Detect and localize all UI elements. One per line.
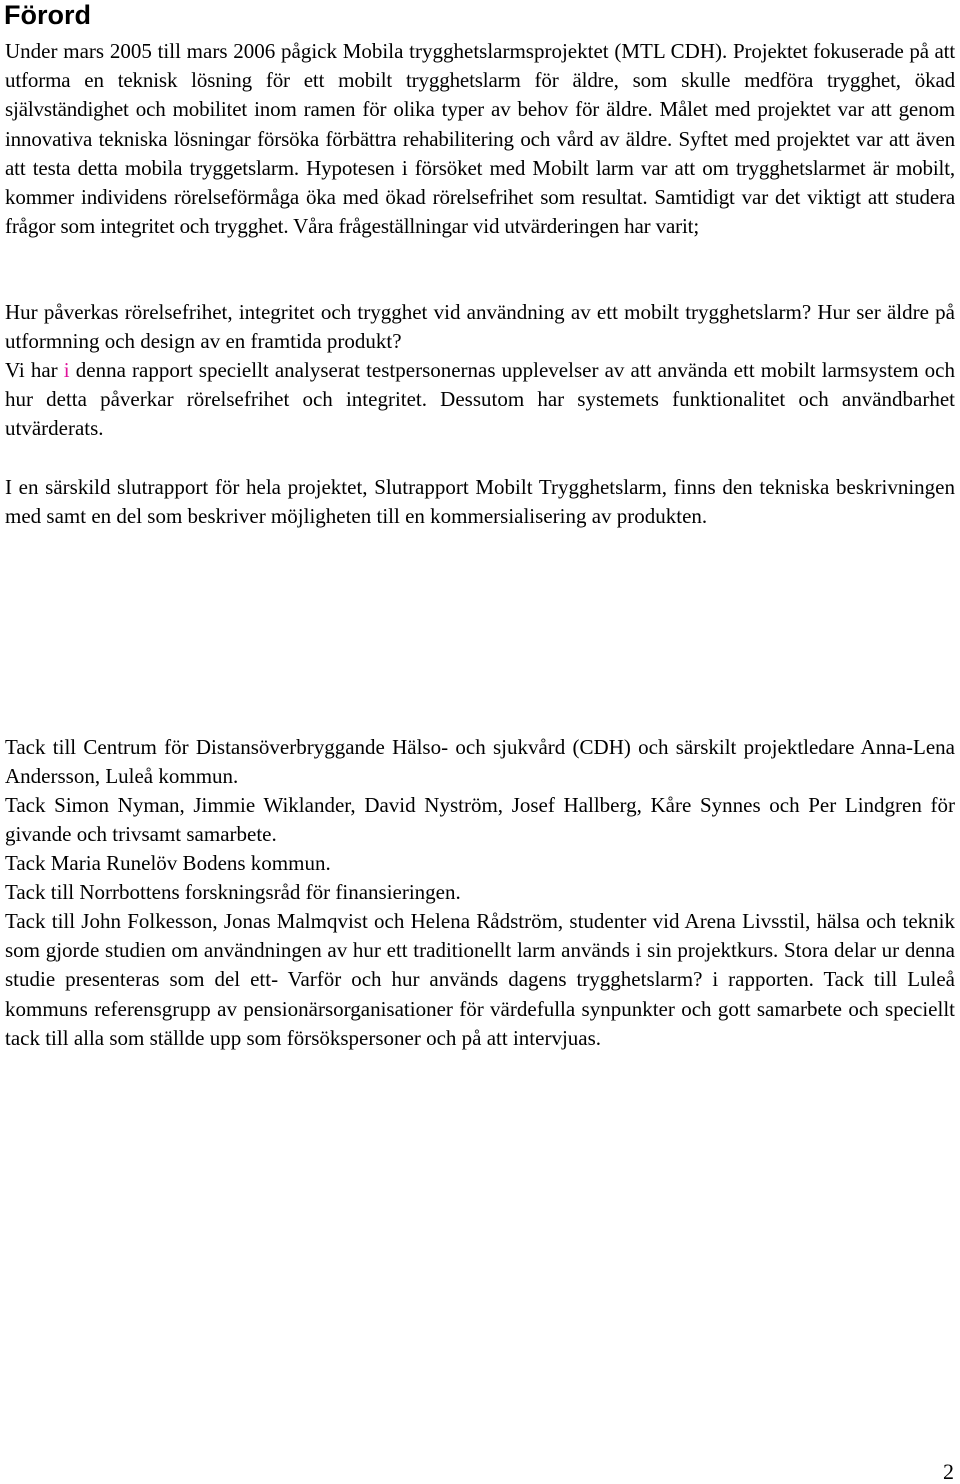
intro-paragraph (5, 37, 955, 241)
intro-first-sentence: Under mars 2005 till mars 2006 pågick Mobila trygghetslarmsprojektet (MTL CDH). (5, 39, 734, 63)
thanks-funding: Tack till Norrbottens forskningsråd för finansieringen. (5, 880, 461, 904)
thanks-students: Tack till John Folkesson, Jonas Malmqvist och Helena Rådström, studenter vid Arena Livsstil, hälsa och teknik som gjorde studien om användningen av hur ett traditionellt larm används i sin projektkurs. Stora delar ur denna studie presenteras som del ett- Varför och hur används dagens trygghetslarm? i rapporten. Tack till Luleå kommuns referensgrupp av pensionärsorganisationer för värdefulla synpunkter och gott samarbete och speciellt tack till alla som ställde upp som försökspersoner och på att intervjuas. (5, 909, 955, 1050)
highlighted-word: i (63, 358, 70, 382)
report-focus-start: Vi har (5, 358, 64, 382)
intro-project-description: Projektet fokuserade på att utforma en teknisk lösning för ett mobilt trygghetslarm för äldre, som skulle medföra trygghet, ökad självständighet och mobilitet inom ramen för olika typer av behov för äldre. Målet med projektet var att genom innovativa tekniska lösningar försöka förbättra rehabilitering och vård av äldre. Syftet med projektet var att även att testa detta mobila tryggetslarm. Hypotesen i försöket med Mobilt larm var att om trygghetslarmet är mobilt, kommer individens rörelseförmåga öka med ökad rörelsefrihet som resultat. Samtidigt var det viktigt att studera frågor som integritet och trygghet. Våra frågeställningar vid utvärderingen har varit; (5, 39, 956, 239)
thanks-cdh: Tack till Centrum för Distansöverbryggande Hälso- och sjukvård (CDH) och särskilt projektledare Anna-Lena Andersson, Luleå kommun. (5, 735, 955, 789)
thanks-bodens: Tack Maria Runelöv Bodens kommun. (5, 851, 331, 875)
research-questions-paragraph: Hur påverkas rörelsefrihet, integritet och trygghet vid användning av ett mobilt trygghetslarm? Hur ser äldre på utformning och design av en framtida produkt? (5, 300, 955, 354)
report-focus-paragraph (5, 356, 955, 444)
page-heading: Förord (4, 0, 91, 30)
report-focus-rest: denna rapport speciellt analyserat testpersonernas upplevelser av att använda ett mobilt larmsystem och hur detta påverkar rörelsefrihet och integritet. Dessutom har systemets funktionalitet och användbarhet utvärderats. (5, 358, 955, 441)
page-number: 2 (943, 1459, 954, 1484)
final-report-paragraph: I en särskild slutrapport för hela projektet, Slutrapport Mobilt Trygghetslarm, finns den tekniska beskrivningen med samt en del som beskriver möjligheten till en kommersialisering av produkten. (5, 475, 955, 529)
thanks-collaborators: Tack Simon Nyman, Jimmie Wiklander, David Nyström, Josef Hallberg, Kåre Synnes och Per Lindgren för givande och trivsamt samarbete. (5, 793, 955, 847)
